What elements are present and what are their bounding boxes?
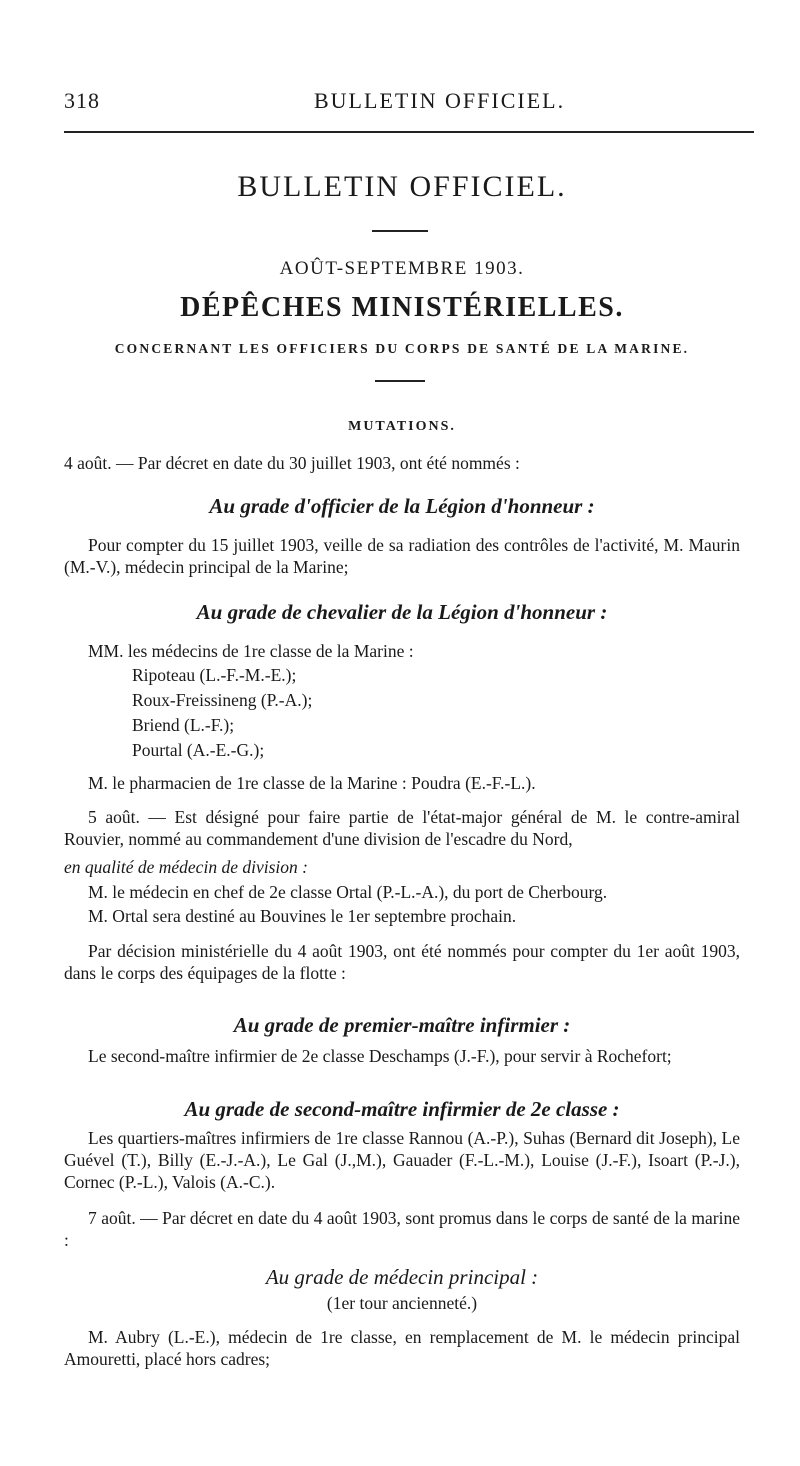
para-ortal: M. le médecin en chef de 2e classe Ortal (P.-L.-A.), du port de Cherbourg. — [88, 882, 608, 902]
tour-anciennete-note: (1er tour ancienneté.) — [326, 1293, 478, 1313]
mutations-label: MUTATIONS. — [348, 419, 456, 434]
section-subheading: CONCERNANT LES OFFICIERS DU CORPS DE SANTÉ DE LA MARINE. — [114, 341, 690, 356]
name-pourtal: Pourtal (A.-E.-G.); — [132, 740, 265, 760]
running-head — [64, 88, 720, 118]
para-aout-4: 4 août. — Par décret en date du 30 juillet 1903, ont été nommés : — [64, 453, 520, 473]
para-quartiers-maitres: Les quartiers-maîtres infirmiers de 1re classe Rannou (A.-P.), Suhas (Bernard dit Joseph), Le Guével (T.), Billy (E.-J.-A.), Le Gal (J.,M.), Gauader (F.-L.-M.), Louise (J.-F.), Isoart (P.-J.), Cornec (P.-L.), Valois (A.-C.). — [64, 1128, 740, 1192]
heading-rule — [375, 380, 425, 382]
para-maurin: Pour compter du 15 juillet 1903, veille de sa radiation des contrôles de l'activité, M. Maurin (M.-V.), médecin principal de la Marine; — [64, 535, 740, 577]
grade-medecin-principal-heading: Au grade de médecin principal : — [265, 1265, 539, 1289]
section-heading: DÉPÊCHES MINISTÉRIELLES. — [180, 292, 624, 323]
para-deschamps: Le second-maître infirmier de 2e classe Deschamps (J.-F.), pour servir à Rochefort; — [88, 1046, 672, 1066]
date-subtitle: AOÛT-SEPTEMBRE 1903. — [279, 258, 525, 279]
para-aout-7: 7 août. — Par décret en date du 4 août 1903, sont promus dans le corps de santé de la marine : — [64, 1208, 740, 1250]
name-ripoteau: Ripoteau (L.-F.-M.-E.); — [132, 665, 297, 685]
grade-premier-maitre-heading: Au grade de premier-maître infirmier : — [233, 1013, 571, 1037]
para-decision: Par décision ministérielle du 4 août 1903, ont été nommés pour compter du 1er août 1903, dans le corps des équipages de la flotte : — [64, 941, 740, 983]
para-aubry: M. Aubry (L.-E.), médecin de 1re classe, en remplacement de M. le médecin principal Amouretti, placé hors cadres; — [64, 1327, 740, 1369]
header-rule — [64, 131, 754, 133]
title-rule — [372, 230, 428, 232]
name-briend: Briend (L.-F.); — [132, 715, 235, 735]
running-title: BULLETIN OFFICIEL. — [314, 88, 566, 113]
grade-second-maitre-heading: Au grade de second-maître infirmier de 2e classe : — [184, 1097, 620, 1121]
para-qualite: en qualité de médecin de division : — [64, 857, 308, 877]
para-medecins: MM. les médecins de 1re classe de la Marine : — [88, 641, 414, 661]
grade-chevalier-heading: Au grade de chevalier de la Légion d'honneur : — [196, 600, 608, 624]
name-roux-freissineng: Roux-Freissineng (P.-A.); — [132, 690, 313, 710]
grade-officier-heading: Au grade d'officier de la Légion d'honneur : — [209, 494, 595, 518]
main-title: BULLETIN OFFICIEL. — [237, 170, 567, 203]
page-number: 318 — [64, 88, 100, 113]
para-aout-5: 5 août. — Est désigné pour faire partie de l'état-major général de M. le contre-amiral Rouvier, nommé au commandement d'une division de l'escadre du Nord, — [64, 807, 740, 849]
para-bouvines: M. Ortal sera destiné au Bouvines le 1er septembre prochain. — [88, 906, 517, 926]
para-pharmacien: M. le pharmacien de 1re classe de la Marine : Poudra (E.-F.-L.). — [88, 773, 536, 793]
